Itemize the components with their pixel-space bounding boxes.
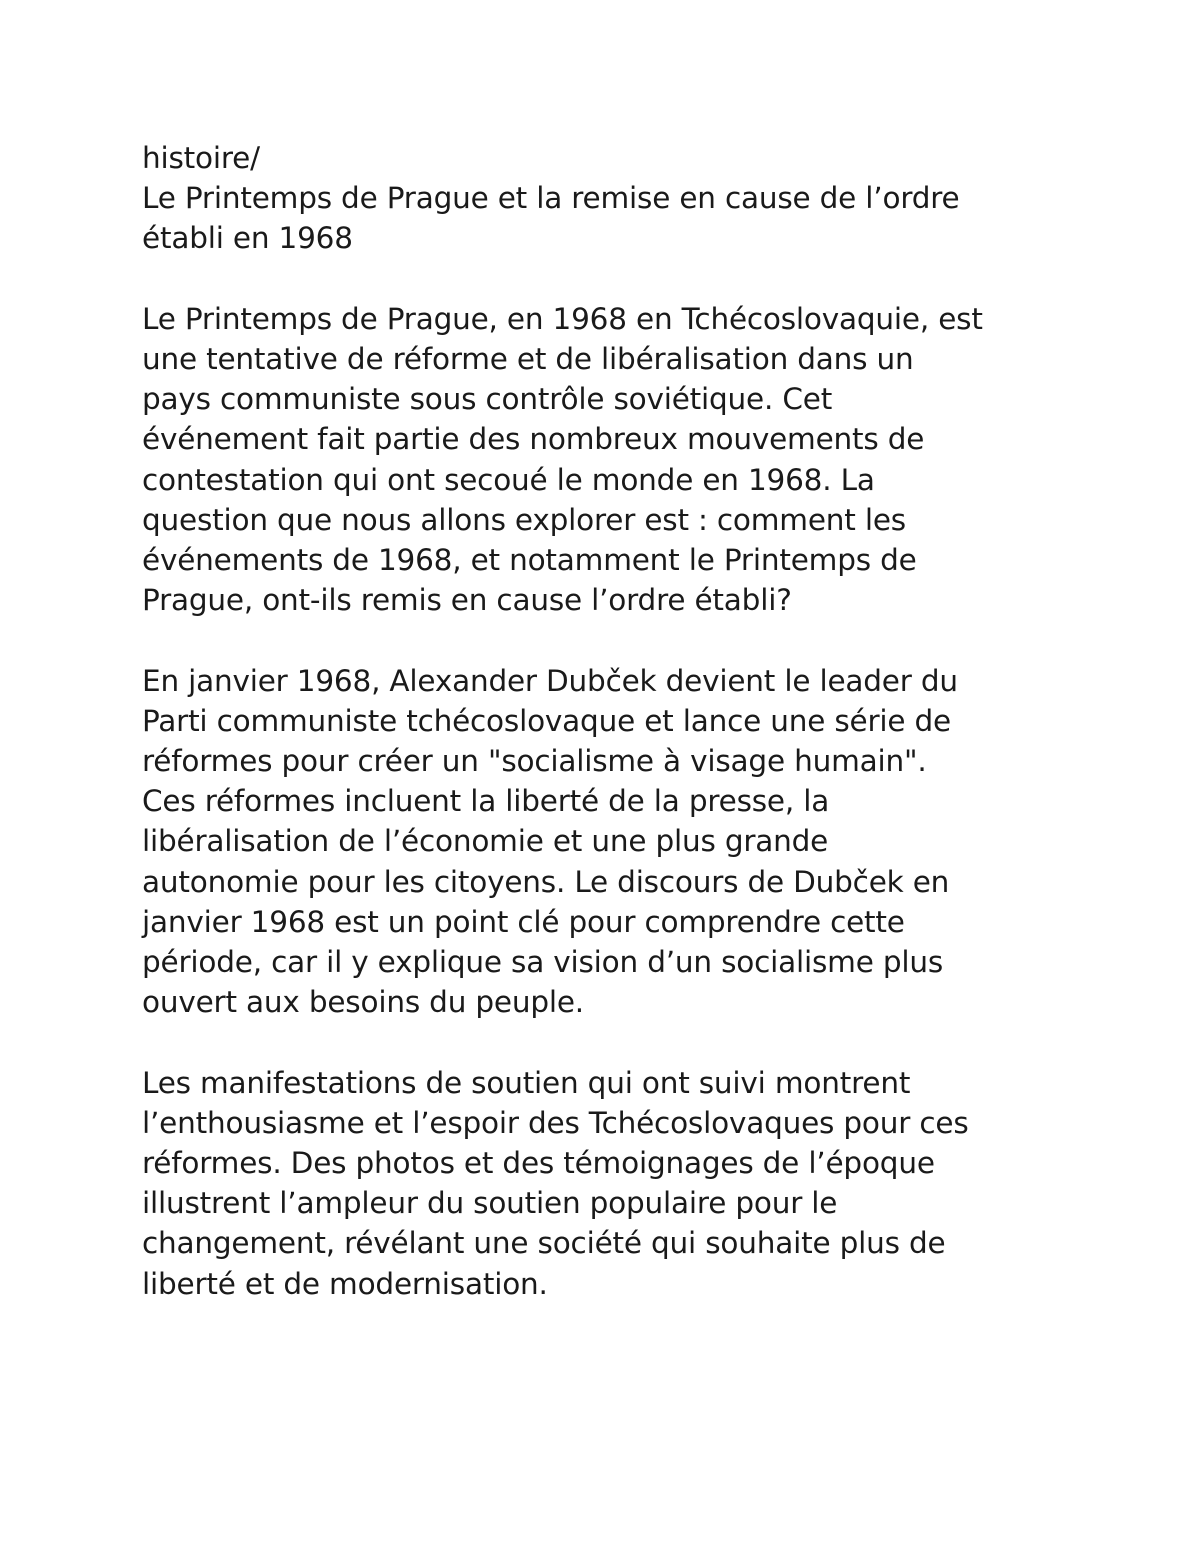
paragraph-line: Les manifestations de soutien qui ont suivi montrent: [142, 1065, 911, 1100]
paragraph-line: réformes pour créer un "socialisme à visage humain".: [142, 744, 927, 779]
paragraph-introduction: [142, 299, 1082, 621]
paragraph-line: autonomie pour les citoyens. Le discours de Dubček en: [142, 864, 950, 899]
paragraph-line: événements de 1968, et notamment le Printemps de: [142, 543, 917, 578]
paragraph-line: En janvier 1968, Alexander Dubček devient le leader du: [142, 663, 958, 698]
paragraph-spacer: [142, 259, 1082, 299]
paragraph-line: événement fait partie des nombreux mouvements de: [142, 422, 925, 457]
paragraph-line: illustrent l’ampleur du soutien populaire pour le: [142, 1186, 838, 1221]
paragraph-line: période, car il y explique sa vision d’un socialisme plus: [142, 945, 944, 980]
paragraph-line: Prague, ont-ils remis en cause l’ordre établi?: [142, 583, 792, 618]
paragraph-line: changement, révélant une société qui souhaite plus de: [142, 1226, 946, 1261]
subject-label: histoire/: [142, 141, 260, 175]
paragraph-popular-support: [142, 1063, 1082, 1304]
paragraph-line: réformes. Des photos et des témoignages de l’époque: [142, 1146, 935, 1181]
paragraph-line: pays communiste sous contrôle soviétique. Cet: [142, 382, 833, 417]
document-header: [142, 138, 1082, 259]
paragraph-spacer: [142, 1022, 1082, 1062]
document-body: [142, 138, 1082, 1304]
paragraph-line: liberté et de modernisation.: [142, 1266, 548, 1301]
paragraph-line: ouvert aux besoins du peuple.: [142, 985, 584, 1020]
paragraph-line: libéralisation de l’économie et une plus grande: [142, 824, 829, 859]
paragraph-line: Parti communiste tchécoslovaque et lance une série de: [142, 703, 951, 738]
paragraph-line: une tentative de réforme et de libéralisation dans un: [142, 342, 914, 376]
paragraph-line: Ces réformes incluent la liberté de la presse, la: [142, 784, 830, 819]
paragraph-line: janvier 1968 est un point clé pour comprendre cette: [142, 904, 905, 939]
paragraph-spacer: [142, 620, 1082, 660]
paragraph-line: l’enthousiasme et l’espoir des Tchécoslovaques pour ces: [142, 1105, 969, 1140]
paragraph-line: contestation qui ont secoué le monde en 1968. La: [142, 462, 875, 497]
paragraph-line: question que nous allons explorer est : comment les: [142, 502, 906, 537]
paragraph-dubcek-reforms: [142, 661, 1082, 1023]
document-title-line: établi en 1968: [142, 221, 353, 256]
document-title-line: Le Printemps de Prague et la remise en cause de l’ordre: [142, 181, 960, 216]
paragraph-line: Le Printemps de Prague, en 1968 en Tchécoslovaquie, est: [142, 301, 983, 336]
